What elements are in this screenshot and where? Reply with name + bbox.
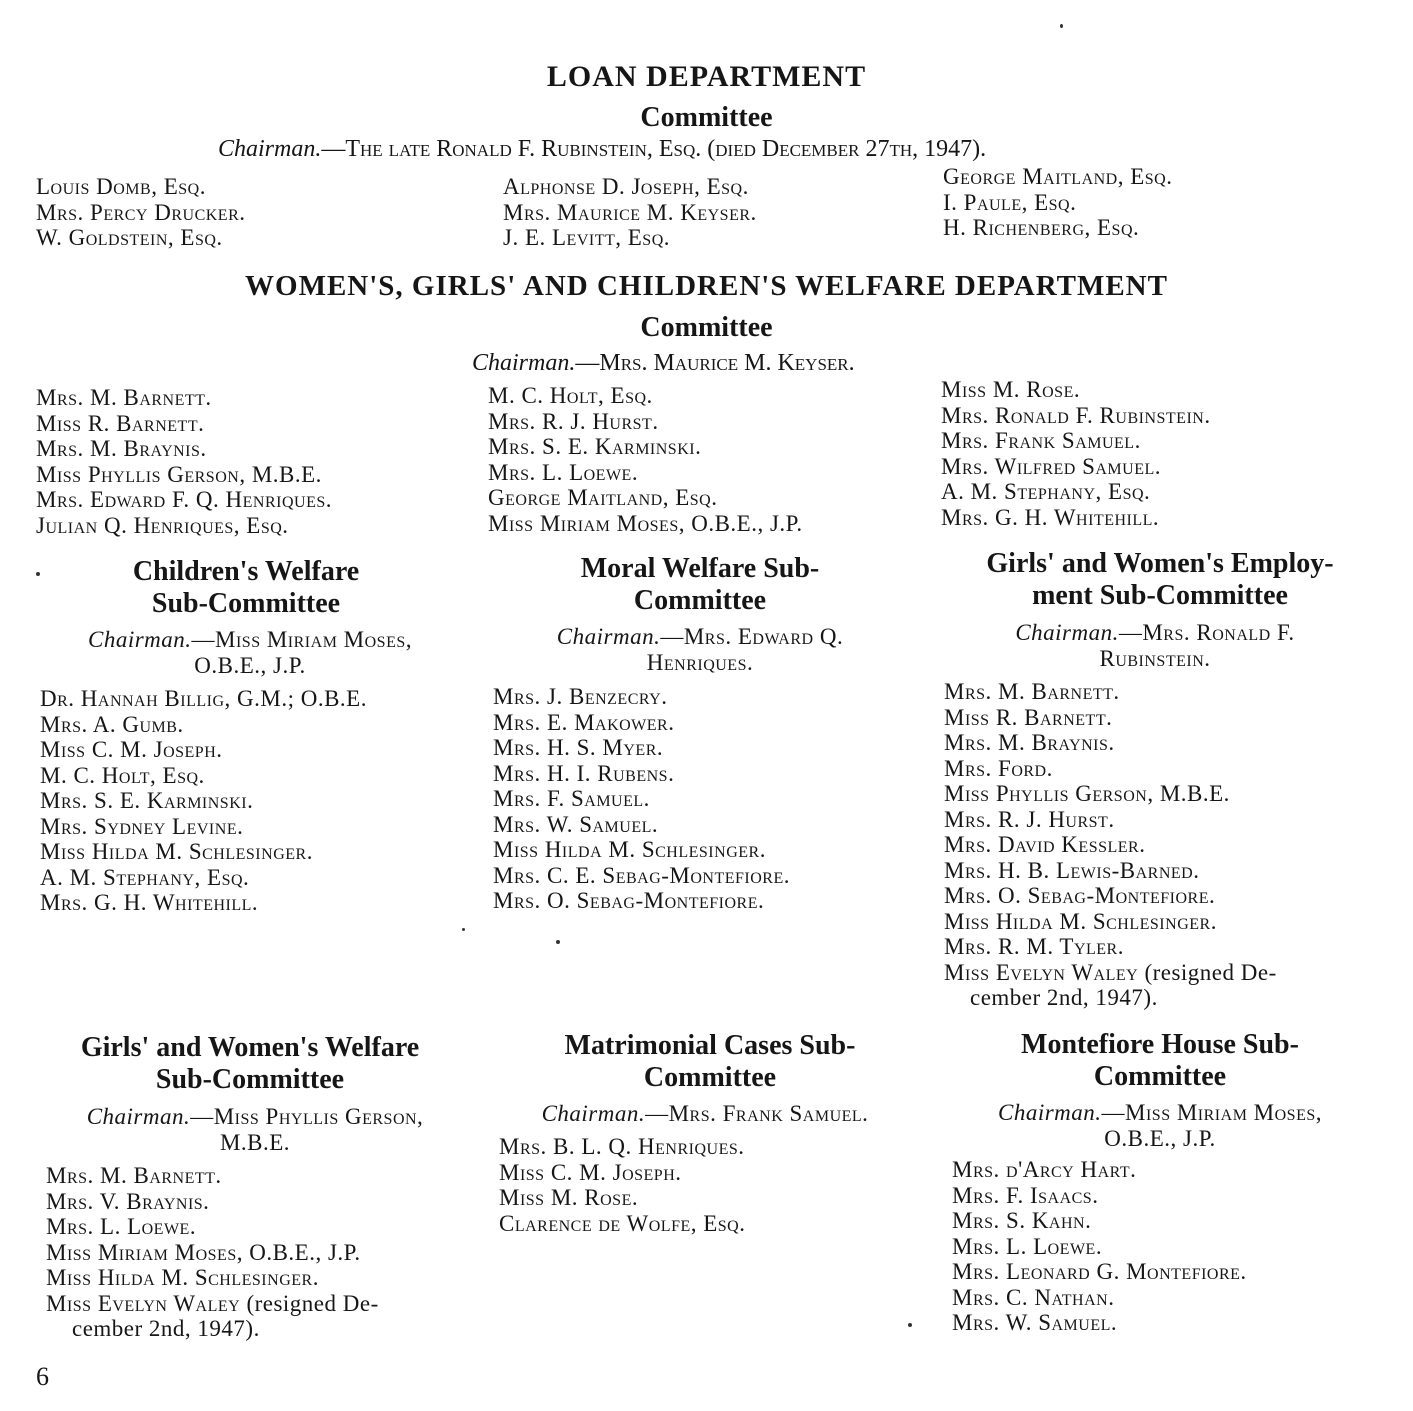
subcommittee-member: Mrs. G. H. Whitehill. [40,890,259,915]
children-welfare-members [40,686,367,916]
committee-member: Mrs. Percy Drucker. [36,199,246,225]
loan-department-title: LOAN DEPARTMENT [546,60,867,93]
loan-members-col-2 [503,174,757,251]
welfare-members-col-3 [941,377,1211,530]
children-welfare-chairman: Chairman.—Miss Miriam Moses, O.B.E., J.P. [87,627,412,678]
committee-member: Mrs. Maurice M. Keyser. [503,199,757,225]
subcommittee-member: Mrs. W. Samuel. [952,1310,1118,1335]
subcommittee-member-resigned [46,1291,379,1317]
subcommittee-member: Mrs. Sydney Levine. [40,813,244,839]
scan-speck [1060,24,1063,28]
committee-member: George Maitland, Esq. [488,485,718,510]
subcommittee-member: Mrs. E. Makower. [493,709,675,735]
loan-members-col-3 [943,164,1173,241]
subcommittee-member: Mrs. H. I. Rubens. [493,760,675,786]
member-name: Miss Evelyn Waley [46,1290,241,1316]
employment-subcommittee-title: Girls' and Women's Employ- ment Sub-Committee [986,548,1334,611]
subcommittee-member: Miss C. M. Joseph. [499,1159,682,1185]
girls-welfare-subcommittee-title: Girls' and Women's Welfare Sub-Committee [80,1032,420,1095]
resignation-note-continued [944,985,1277,1011]
chairman-label: Chairman. [472,350,576,376]
committee-member: Miss Miriam Moses, O.B.E., J.P. [488,510,803,536]
girls-welfare-members [46,1163,379,1342]
committee-member: Miss R. Barnett. [36,410,205,436]
subcommittee-member: Mrs. F. Samuel. [493,786,650,811]
subcommittee-member: Mrs. L. Loewe. [952,1233,1103,1259]
loan-chairman-line [218,136,986,163]
welfare-department-title: WOMEN'S, GIRLS' AND CHILDREN'S WELFARE DEPARTMENT [245,270,1168,302]
subcommittee-member: Mrs. Leonard G. Montefiore. [952,1259,1247,1284]
subcommittee-member: Mrs. R. J. Hurst. [944,806,1115,832]
chairman-label: Chairman. [218,136,322,162]
committee-member: Mrs. S. E. Karminski. [488,434,702,459]
committee-member: Mrs. R. J. Hurst. [488,408,659,434]
montefiore-subcommittee-title: Montefiore House Sub- Committee [1021,1029,1299,1092]
loan-committee-label: Committee [640,102,773,133]
subcommittee-member: Mrs. M. Barnett. [46,1163,222,1188]
subcommittee-member: A. M. Stephany, Esq. [40,864,250,890]
employment-members [944,679,1277,1011]
moral-welfare-subcommittee-title: Moral Welfare Sub- Committee [580,553,820,616]
subcommittee-member-resigned [944,960,1277,986]
subcommittee-member: Mrs. A. Gumb. [40,711,184,737]
committee-member: George Maitland, Esq. [943,164,1173,189]
subcommittee-member: Mrs. F. Isaacs. [952,1182,1099,1208]
committee-member: Miss M. Rose. [941,377,1081,402]
matrimonial-members [499,1134,746,1236]
subcommittee-member: Mrs. C. Nathan. [952,1284,1115,1310]
member-name: Miss Evelyn Waley [944,959,1139,985]
subcommittee-member: Mrs. J. Benzecry. [493,684,668,709]
subcommittee-member: Miss Miriam Moses, O.B.E., J.P. [46,1239,361,1265]
subcommittee-member: Mrs. S. E. Karminski. [40,788,254,813]
page-number: 6 [36,1362,49,1391]
committee-member: Mrs. Edward F. Q. Henriques. [36,487,333,512]
subcommittee-member: Dr. Hannah Billig, G.M.; O.B.E. [40,686,367,711]
committee-member: Mrs. G. H. Whitehill. [941,504,1160,530]
girls-welfare-chairman: Chairman.—Miss Phyllis Gerson, M.B.E. [86,1104,424,1155]
resignation-note: (resigned De- [1138,959,1277,985]
committee-member: M. C. Holt, Esq. [488,383,653,408]
committee-member: Mrs. L. Loewe. [488,459,639,485]
scan-speck [462,928,465,931]
subcommittee-member: Miss Hilda M. Schlesinger. [493,837,766,862]
committee-member: A. M. Stephany, Esq. [941,479,1151,504]
subcommittee-member: Miss M. Rose. [499,1185,639,1210]
subcommittee-member: Mrs. David Kessler. [944,832,1146,857]
chairman-name: —The late Ronald F. Rubinstein, Esq. (died December 27th, 1947). [321,136,987,162]
moral-welfare-chairman: Chairman.—Mrs. Edward Q. Henriques. [556,624,844,675]
subcommittee-member: Miss Hilda M. Schlesinger. [46,1265,319,1290]
resignation-note: cember 2nd, 1947). [72,1316,260,1341]
committee-member: I. Paule, Esq. [943,189,1077,215]
subcommittee-member: Mrs. O. Sebag-Montefiore. [944,883,1216,908]
scan-speck [908,1323,912,1327]
subcommittee-member: Mrs. W. Samuel. [493,811,659,837]
welfare-chairman-line [472,350,855,377]
subcommittee-member: Mrs. H. B. Lewis-Barned. [944,857,1200,883]
committee-member: Mrs. M. Barnett. [36,385,212,410]
subcommittee-member: Mrs. O. Sebag-Montefiore. [493,888,765,913]
subcommittee-member: Miss Phyllis Gerson, M.B.E. [944,781,1230,806]
committee-member: Mrs. M. Braynis. [36,436,207,461]
loan-members-col-1 [36,174,246,251]
committee-member: Louis Domb, Esq. [36,174,206,199]
chairman-name: —Mrs. Maurice M. Keyser. [575,350,855,376]
subcommittee-member: Mrs. C. E. Sebag-Montefiore. [493,862,790,888]
subcommittee-member: Mrs. M. Braynis. [944,730,1115,755]
scan-speck [556,940,560,944]
committee-member: Mrs. Wilfred Samuel. [941,453,1161,479]
committee-member: Miss Phyllis Gerson, M.B.E. [36,461,322,487]
subcommittee-member: Miss R. Barnett. [944,704,1113,730]
subcommittee-member: Mrs. H. S. Myer. [493,735,664,760]
subcommittee-member: Mrs. d'Arcy Hart. [952,1157,1137,1182]
committee-member: Mrs. Frank Samuel. [941,428,1141,453]
subcommittee-member: Miss Hilda M. Schlesinger. [40,839,313,864]
subcommittee-member: Mrs. Ford. [944,755,1053,781]
matrimonial-subcommittee-title: Matrimonial Cases Sub- Committee [564,1030,856,1093]
subcommittee-member: Clarence de Wolfe, Esq. [499,1210,746,1236]
subcommittee-member: Mrs. M. Barnett. [944,679,1120,704]
committee-member: J. E. Levitt, Esq. [503,225,671,250]
resignation-note: (resigned De- [240,1290,379,1316]
subcommittee-member: Mrs. B. L. Q. Henriques. [499,1134,745,1159]
matrimonial-chairman: Chairman.—Mrs. Frank Samuel. [541,1101,869,1126]
montefiore-chairman: Chairman.—Miss Miriam Moses, O.B.E., J.P. [997,1100,1322,1151]
children-welfare-subcommittee-title: Children's Welfare Sub-Committee [132,556,360,619]
employment-chairman: Chairman.—Mrs. Ronald F. Rubinstein. [1015,620,1295,671]
subcommittee-member: Miss Hilda M. Schlesinger. [944,908,1217,934]
montefiore-members [952,1157,1247,1336]
subcommittee-member: Mrs. R. M. Tyler. [944,934,1124,959]
committee-member: H. Richenberg, Esq. [943,215,1140,240]
subcommittee-member: Mrs. V. Braynis. [46,1188,210,1214]
committee-member: Alphonse D. Joseph, Esq. [503,174,749,199]
committee-member: W. Goldstein, Esq. [36,225,223,250]
committee-member: Mrs. Ronald F. Rubinstein. [941,402,1211,428]
committee-member: Julian Q. Henriques, Esq. [36,512,289,538]
welfare-members-col-1 [36,385,332,538]
scan-speck [36,572,40,576]
welfare-members-col-2 [488,383,803,536]
subcommittee-member: Miss C. M. Joseph. [40,737,223,762]
subcommittee-member: Mrs. L. Loewe. [46,1214,197,1239]
resignation-note-continued [46,1316,379,1342]
moral-welfare-members [493,684,790,914]
subcommittee-member: Mrs. S. Kahn. [952,1208,1092,1233]
welfare-committee-label: Committee [640,312,773,343]
resignation-note: cember 2nd, 1947). [970,985,1158,1010]
subcommittee-member: M. C. Holt, Esq. [40,762,205,788]
